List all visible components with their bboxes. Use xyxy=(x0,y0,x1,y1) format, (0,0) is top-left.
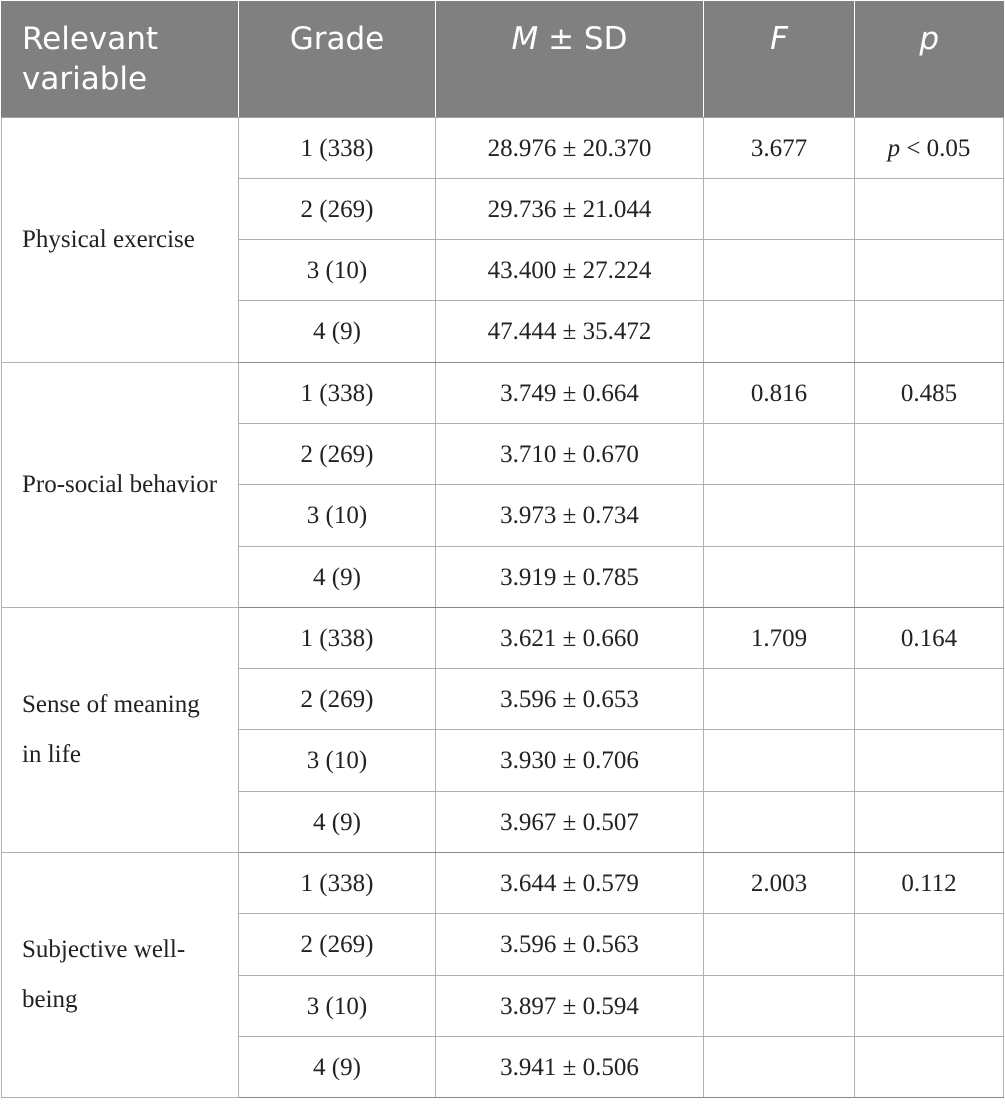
grade-cell: 2 (269) xyxy=(239,914,436,975)
table-row xyxy=(2,607,1004,668)
mean-sd-cell: 43.400 ± 27.224 xyxy=(436,240,704,301)
f-value-cell: 2.003 xyxy=(704,853,855,914)
grade-cell: 3 (10) xyxy=(239,975,436,1036)
empty-cell xyxy=(855,791,1004,852)
empty-cell xyxy=(704,423,855,484)
grade-cell: 2 (269) xyxy=(239,178,436,239)
p-value-text: < 0.05 xyxy=(900,134,971,162)
mean-sd-cell: 47.444 ± 35.472 xyxy=(436,301,704,362)
empty-cell xyxy=(704,546,855,607)
empty-cell xyxy=(704,730,855,791)
header-mean-sd xyxy=(436,1,704,117)
mean-sd-cell: 3.967 ± 0.507 xyxy=(436,791,704,852)
header-mean-symbol: M xyxy=(511,21,539,57)
grade-cell: 1 (338) xyxy=(239,607,436,668)
empty-cell xyxy=(704,669,855,730)
empty-cell xyxy=(855,546,1004,607)
empty-cell xyxy=(855,914,1004,975)
grade-cell: 4 (9) xyxy=(239,546,436,607)
f-value-cell: 3.677 xyxy=(704,117,855,178)
variable-pro-social-behavior: Pro-social behavior xyxy=(2,362,239,607)
empty-cell xyxy=(704,485,855,546)
header-p xyxy=(855,1,1004,117)
grade-cell: 1 (338) xyxy=(239,853,436,914)
f-value-cell: 1.709 xyxy=(704,607,855,668)
table-header xyxy=(2,1,1004,117)
empty-cell xyxy=(855,669,1004,730)
variable-subjective-well-being: Subjective well-being xyxy=(2,853,239,1098)
mean-sd-cell: 3.621 ± 0.660 xyxy=(436,607,704,668)
grade-cell: 4 (9) xyxy=(239,301,436,362)
header-row xyxy=(2,1,1004,117)
empty-cell xyxy=(855,485,1004,546)
mean-sd-cell: 3.644 ± 0.579 xyxy=(436,853,704,914)
empty-cell xyxy=(704,914,855,975)
mean-sd-cell: 3.596 ± 0.563 xyxy=(436,914,704,975)
mean-sd-cell: 3.897 ± 0.594 xyxy=(436,975,704,1036)
header-p-symbol: p xyxy=(919,21,940,57)
table-row xyxy=(2,117,1004,178)
p-value-cell xyxy=(855,117,1004,178)
mean-sd-cell: 3.596 ± 0.653 xyxy=(436,669,704,730)
results-table xyxy=(1,1,1004,1098)
grade-cell: 3 (10) xyxy=(239,485,436,546)
grade-cell: 3 (10) xyxy=(239,730,436,791)
p-value-cell: 0.112 xyxy=(855,853,1004,914)
empty-cell xyxy=(704,301,855,362)
grade-cell: 3 (10) xyxy=(239,240,436,301)
grade-cell: 4 (9) xyxy=(239,1036,436,1097)
mean-sd-cell: 3.941 ± 0.506 xyxy=(436,1036,704,1097)
grade-cell: 1 (338) xyxy=(239,362,436,423)
header-f xyxy=(704,1,855,117)
header-f-symbol: F xyxy=(770,21,788,57)
grade-cell: 2 (269) xyxy=(239,423,436,484)
empty-cell xyxy=(704,975,855,1036)
variable-sense-of-meaning: Sense of meaning in life xyxy=(2,607,239,852)
table-row xyxy=(2,362,1004,423)
mean-sd-cell: 3.930 ± 0.706 xyxy=(436,730,704,791)
empty-cell xyxy=(855,301,1004,362)
table-row xyxy=(2,853,1004,914)
mean-sd-cell: 3.710 ± 0.670 xyxy=(436,423,704,484)
empty-cell xyxy=(704,240,855,301)
p-value-cell: 0.164 xyxy=(855,607,1004,668)
empty-cell xyxy=(855,975,1004,1036)
grade-cell: 4 (9) xyxy=(239,791,436,852)
empty-cell xyxy=(855,730,1004,791)
empty-cell xyxy=(855,1036,1004,1097)
header-relevant-variable: Relevant variable xyxy=(2,1,239,117)
table-body xyxy=(2,117,1004,1098)
grade-cell: 1 (338) xyxy=(239,117,436,178)
empty-cell xyxy=(855,240,1004,301)
mean-sd-cell: 3.919 ± 0.785 xyxy=(436,546,704,607)
empty-cell xyxy=(704,1036,855,1097)
empty-cell xyxy=(704,178,855,239)
empty-cell xyxy=(855,178,1004,239)
header-grade: Grade xyxy=(239,1,436,117)
mean-sd-cell: 3.749 ± 0.664 xyxy=(436,362,704,423)
mean-sd-cell: 28.976 ± 20.370 xyxy=(436,117,704,178)
mean-sd-cell: 3.973 ± 0.734 xyxy=(436,485,704,546)
variable-physical-exercise: Physical exercise xyxy=(2,117,239,362)
empty-cell xyxy=(855,423,1004,484)
p-value-cell: 0.485 xyxy=(855,362,1004,423)
p-symbol: p xyxy=(887,134,901,162)
grade-cell: 2 (269) xyxy=(239,669,436,730)
empty-cell xyxy=(704,791,855,852)
mean-sd-cell: 29.736 ± 21.044 xyxy=(436,178,704,239)
f-value-cell: 0.816 xyxy=(704,362,855,423)
header-sd-label: ± SD xyxy=(538,21,628,57)
